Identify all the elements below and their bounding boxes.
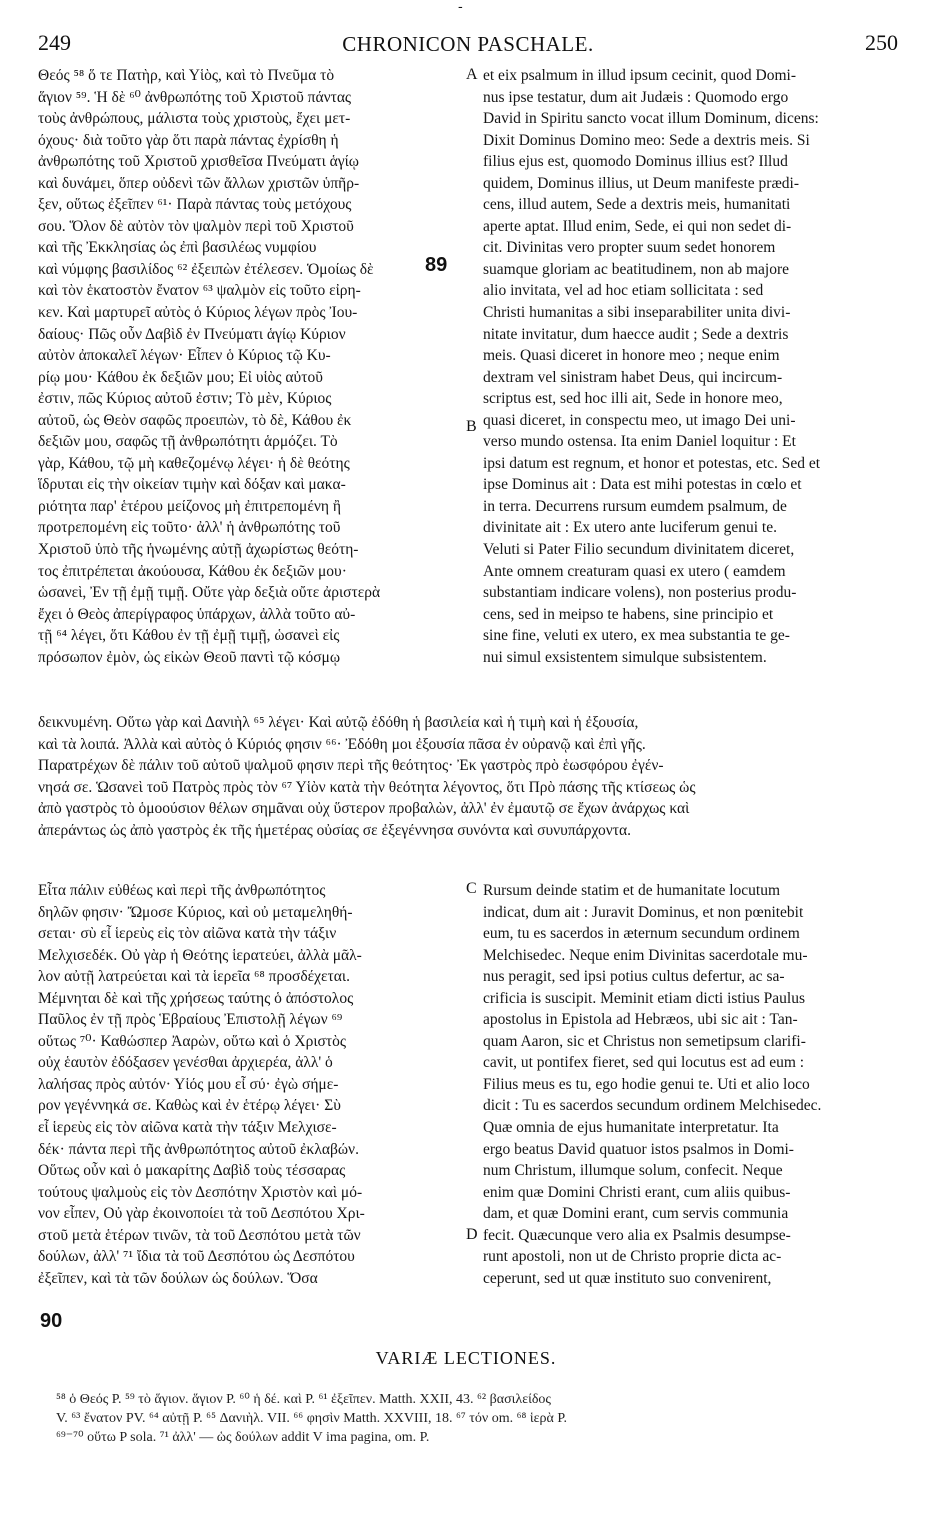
text-line: Veluti si Pater Filio secundum divinitatem diceret, [483,541,795,559]
text-line: ipse Dominus ait : Data est mihi potestas in cœlo et [483,476,802,494]
text-line: τοὺς ἀνθρώπους, μάλιστα τοὺς χριστοὺς, ἔχει μετ- [38,110,351,128]
text-line: cens, sed in meipso te habens, sine principio et [483,605,774,623]
text-line: enim quæ Domini Christi erant, cum aliis quibus- [483,1183,791,1201]
text-line: verso mundo ostensa. Ita enim Daniel loquitur : Et [483,433,796,451]
margin-letter-a: A [466,66,478,83]
text-line: καὶ νύμφης βασιλίδος ⁶² ἐξειπὼν ἐτέλεσεν. Ὁμοίως δὲ [38,260,374,278]
text-line: Christi humanitas a sibi inseparabiliter unita divi- [483,304,791,322]
top-tick-mark: - [458,0,463,15]
text-line: δεξιῶν μου, σαφῶς τῇ ἀνθρωπότητι ἁρμόζει. Τὸ [38,433,338,451]
text-line: ὡσανεὶ, Ἐν τῇ ἐμῇ τιμῇ. Οὔτε γὰρ δεξιὰ οὔτε ἀριστερὰ [38,584,381,602]
text-line: cit. Divinitas vero propter suum sedet honorem [483,239,776,257]
text-line: τῇ ⁶⁴ λέγει, ὅτι Κάθου ἐν τῇ ἐμῇ τιμῇ, ὡσανεὶ εἰς [38,627,340,645]
text-line: dextram vel sinistram habet Deus, qui incircum- [483,368,783,386]
text-line: δούλων, ἀλλ' ⁷¹ ἴδια τὰ τοῦ Δεσπότου ὡς Δεσπότου [38,1248,355,1266]
text-line: indicat, dum ait : Juravit Dominus, et non pœnitebit [483,903,804,921]
text-line: τούτους ψαλμοὺς εἰς τὸν Δεσπότην Χριστὸν καὶ μό- [38,1183,363,1201]
running-header [38,30,898,60]
greek-column-lower [38,880,465,1289]
text-line: nui simul exsistentem simulque subsistentem. [483,648,767,666]
text-line: substantiam indicare volens), non posterius produ- [483,584,797,602]
text-line: Παῦλος ἐν τῇ πρὸς Ἑβραίους Ἐπιστολῇ λέγων ⁶⁹ [38,1011,343,1029]
text-line: scriptus est, sed hoc illi ait, Sede in honore meo, [483,390,783,408]
text-line: τος ἐπιτρέπεται ἀκούουσα, Κάθου ἐκ δεξιῶν μου· [38,562,347,580]
text-line: meis. Quasi diceret in honore meo ; neque enim [483,347,780,365]
text-line: Quæ omnia de ejus humanitate interpretatur. Ita [483,1119,779,1137]
text-line: σου. Ὅλον δὲ αὐτὸν τὸν ψαλμὸν περὶ τοῦ Χριστοῦ [38,217,354,235]
text-line: ἔχει ὁ Θεὸς ἀπερίγραφος ὑπάρχων, ἀλλὰ τοῦτο αὐ- [38,605,356,623]
text-line: ρίῳ μου· Κάθου ἐκ δεξιῶν μου; Εἰ υἱὸς αὐτοῦ [38,368,323,386]
text-line: λαλήσας πρὸς αὐτόν· Υἱός μου εἶ σύ· ἐγὼ σήμε- [38,1075,339,1093]
text-line: quam Aaron, sic et Christus non semetipsum clarifi- [483,1032,806,1050]
text-line: cens, illud autem, Sede a dextris meis, humanitati [483,196,791,214]
text-line: σεται· σὺ εἶ ἱερεὺς εἰς τὸν αἰῶνα κατὰ τὴν τάξιν [38,925,337,943]
page-number-left: 249 [38,30,71,55]
text-line: fecit. Quæcunque vero alia ex Psalmis desumpse- [483,1226,791,1244]
text-line: dicit : Tu es sacerdos secundum ordinem Melchisedec. [483,1097,822,1115]
text-line: κεν. Καὶ μαρτυρεῖ αὐτὸς ὁ Κύριος λέγων πρὸς Ἰου- [38,304,358,322]
text-line: Rursum deinde statim et de humanitate locutum [483,882,781,899]
text-line: Dixit Dominus Domino meo: Sede a dextris meis. Si [483,131,810,149]
text-line: divinitate ait : Ex utero ante luciferum genui te. [483,519,777,537]
text-line: δηλῶν φησιν· Ὤμοσε Κύριος, καὶ οὐ μεταμεληθή- [38,903,353,921]
text-line: καὶ τῆς Ἐκκλησίας ὡς ἐπὶ βασιλέως νυμφίου [38,239,317,257]
text-line: ἀπὸ γαστρὸς τὸ ὁμοούσιον θέλων σημᾶναι οὐχ ὕστερον προβαλὼν, ἀλλ' ἐν ἐμαυτῷ σε ἔχων ἀνάρχως καὶ [38,800,690,818]
note-line: ⁵⁸ ὁ Θεός P. ⁵⁹ τὸ ἅγιον. ἅγιον P. ⁶⁰ ἡ δέ. καὶ P. ⁶¹ ἐξεῖπεν. Matth. XXII, 43. ⁶² βασιλείδος [56,1392,551,1407]
text-line: δεικνυμένη. Οὕτω γὰρ καὶ Δανιὴλ ⁶⁵ λέγει· Καὶ αὐτῷ ἐδόθη ἡ βασιλεία καὶ ἡ τιμὴ καὶ ἡ ἐξουσία, [38,714,639,731]
text-line: David in Spiritu sancto vocat illum Dominum, dicens: [483,110,819,128]
text-line: ipsi datum est regnum, et honor et potestas, etc. Sed et [483,454,821,472]
text-line: quidem, Dominus illius, ut Deum manifeste prædi- [483,174,799,192]
note-line: V. ⁶³ ἔνατον PV. ⁶⁴ αὐτῇ P. ⁶⁵ Δανιὴλ. VII. ⁶⁶ φησὶν Matth. XXVIII, 18. ⁶⁷ τόν om. ⁶⁸ ἱερὰ P. [56,1411,568,1426]
text-line: γὰρ, Κάθου, τῷ μὴ καθεζομένῳ λέγει· ἡ δὲ θεότης [38,454,350,472]
text-line: nus ipse testatur, dum ait Judæis : Quomodo ergo [483,88,789,106]
margin-letter-c: C [466,880,477,897]
text-line: οὐχ ἑαυτὸν ἐδόξασεν γενέσθαι ἀρχιερέα, ἀλλ' ὁ [38,1054,333,1072]
text-line: όχους· διὰ τοῦτο γὰρ ὅτι παρὰ πάντας ἐχρίσθη ἡ [38,131,339,149]
text-line: et eix psalmum in illud ipsum cecinit, quod Domi- [483,67,796,84]
text-line: quasi diceret, in conspectu meo, ut imago Dei uni- [483,411,796,429]
text-line: Μελχισεδέκ. Οὐ γὰρ ἡ Θεότης ἱερατεύει, ἀλλὰ μᾶλ- [38,946,362,964]
text-line: ergo beatus David quatuor istos psalmos in Domi- [483,1140,794,1158]
text-line: καὶ δυνάμει, ὅπερ οὐδενὶ τῶν ἄλλων χριστῶν ὑπῆρ- [38,174,360,192]
text-line: ἀνθρωπότης τοῦ Χριστοῦ χρισθεῖσα Πνεύματι ἁγίῳ [38,153,359,171]
text-line: Παρατρέχων δὲ πάλιν τοῦ αὐτοῦ ψαλμοῦ φησιν περὶ τῆς θεότητος· Ἐκ γαστρὸς πρὸ ἑωσφόρου ἐγέν- [38,757,664,775]
variae-lectiones-notes [56,1390,906,1447]
text-line: crificia is suscipit. Meminit etiam dicti istius Paulus [483,989,806,1007]
text-line: ἐξεῖπεν, καὶ τὰ τῶν δούλων ὡς δούλων. Ὅσα [38,1269,318,1287]
greek-full-width-block [38,712,898,841]
text-line: λον αὐτῇ λατρεύεται καὶ τὰ ἱερεῖα ⁶⁸ προσδέχεται. [38,968,350,986]
text-line: in terra. Decurrens rursum eumdem psalmum, de [483,497,787,515]
text-line: nus peragit, sed ipsi potius cultus defertur, ac sa- [483,968,785,986]
text-line: eum, tu es sacerdos in æternum secundum ordinem [483,925,800,943]
text-line: filius ejus est, quomodo Dominus illius est? Illud [483,153,788,171]
text-line: sine fine, veluti ex utero, ex mea substantia te ge- [483,627,790,645]
text-line: στοῦ μετὰ ἑτέρων τινῶν, τὰ τοῦ Δεσπότου μετὰ τῶν [38,1226,361,1244]
text-line: αὐτὸν ἀποκαλεῖ λέγων· Εἶπεν ὁ Κύριος τῷ Κυ- [38,347,331,365]
page-title: CHRONICON PASCHALE. [342,32,594,56]
text-line: Melchisedec. Neque enim Divinitas sacerdotale mu- [483,946,808,964]
text-line: Οὕτως οὖν καὶ ὁ μακαρίτης Δαβὶδ τοὺς τέσσαρας [38,1162,346,1180]
text-line: ρον γεγέννηκά σε. Καθὼς καὶ ἐν ἑτέρῳ λέγει· Σὺ [38,1097,341,1115]
text-line: ριότητα παρ' ἑτέρου μείζονος μὴ ἐπιτρεπομένη ἢ [38,497,341,515]
margin-letter-b: B [466,418,477,435]
text-line: alio invitata, vel ad hoc etiam sollicitata : sed [483,282,764,300]
text-line: nitate invitatur, dum haecce audit ; Sede a dextris [483,325,789,343]
text-line: ἐστιν, πῶς Κύριος αὐτοῦ ἐστιν; Τὸ μὲν, Κύριος [38,390,332,408]
text-line: num Christum, illumque solum, confecit. Neque [483,1162,783,1180]
text-line: Filius meus es tu, ego hodie genui te. Uti et alio loco [483,1075,810,1093]
greek-column-upper [38,65,465,668]
text-line: οὕτως ⁷⁰· Καθώσπερ Ἀαρὼν, οὕτω καὶ ὁ Χριστὸς [38,1032,346,1050]
text-line: aperte aptat. Illud enim, Sede, ei qui non sedet di- [483,217,792,235]
margin-letter-d: D [466,1226,478,1243]
text-line: νον εἶπεν, Οὐ γὰρ ἐκοινοποίει τὰ τοῦ Δεσπότου Χρι- [38,1205,365,1223]
text-line: δαίους· Πῶς οὖν Δαβὶδ ἐν Πνεύματι ἁγίῳ Κύριον [38,325,346,343]
inline-page-ref-90: 90 [40,1310,63,1332]
text-line: suamque gloriam ac beatitudinem, non ab majore [483,260,790,278]
text-line: dam, et quæ Domini erant, cum servis communia [483,1205,789,1223]
text-line: καὶ τὰ λοιπά. Ἀλλὰ καὶ αὐτὸς ὁ Κύριός φησιν ⁶⁶· Ἐδόθη μοι ἐξουσία πᾶσα ἐν οὐρανῷ καὶ ἐπὶ γῆς. [38,735,646,753]
latin-column-lower [483,880,898,1289]
text-line: αὐτοῦ, ὡς Θεὸν σαφῶς προειπὼν, τὸ δὲ, Κάθου ἐκ [38,411,352,429]
text-line: Χριστοῦ ὑπὸ τῆς ἡνωμένης αὐτῇ ἀχωρίστως θεότη- [38,541,359,559]
text-line: runt apostoli, non ut de Christo proprie dicta ac- [483,1248,782,1266]
text-line: νησά σε. Ὡσανεὶ τοῦ Πατρὸς πρὸς τὸν ⁶⁷ Υἱὸν κατὰ τὴν θεότητα λέγοντος, ὅτι Πρὸ πάσης τῆς κτίσεως ὡς [38,778,696,796]
inline-page-ref-89: 89 [425,254,448,276]
text-line: πρόσωπον ἐμὸν, ὡς εἰκὼν Θεοῦ παντὶ τῷ κόσμῳ [38,648,341,666]
text-line: Ante omnem creaturam quasi ex utero ( eamdem [483,562,786,580]
text-line: ξεν, οὕτως ἐξεῖπεν ⁶¹· Παρὰ πάντας τοὺς μετόχους [38,196,352,214]
text-line: προτρεπομένη εἰς τοῦτο· ἀλλ' ἡ ἀνθρωπότης τοῦ [38,519,341,537]
text-line: δέκ· πάντα περὶ τῆς ἀνθρωπότητος αὐτοῦ ἐκλαβών. [38,1140,359,1158]
text-line: Εἶτα πάλιν εὐθέως καὶ περὶ τῆς ἀνθρωπότητος [38,882,326,899]
text-line: ἅγιον ⁵⁹. Ἡ δὲ ⁶⁰ ἀνθρωπότης τοῦ Χριστοῦ πάντας [38,88,352,106]
text-line: ἵδρυται εἰς τὴν οἰκείαν τιμὴν καὶ δόξαν καὶ μακα- [38,476,346,494]
note-line: ⁶⁹⁻⁷⁰ οὕτω P sola. ⁷¹ ἀλλ' — ὡς δούλων addit V ima pagina, om. P. [56,1430,430,1445]
variae-lectiones-heading: VARIÆ LECTIONES. [375,1348,557,1368]
text-line: Μέμνηται δὲ καὶ τῆς χρήσεως ταύτης ὁ ἀπόστολος [38,989,354,1007]
text-line: ἀπεράντως ὡς ἀπὸ γαστρὸς ἐκ τῆς ἡμετέρας οὐσίας σε ἐξεγέννησα συνόντα καὶ συνυπάρχοντα. [38,821,632,839]
text-line: cavit, ut pontifex fieret, sed qui locutus est ad eum : [483,1054,805,1072]
latin-column-upper [483,65,898,668]
text-line: ceperunt, sed ut quæ instituto suo convenirent, [483,1269,772,1287]
page-number-right: 250 [865,30,898,55]
text-line: εἶ ἱερεὺς εἰς τὸν αἰῶνα κατὰ τὴν τάξιν Μελχισε- [38,1119,337,1137]
text-line: καὶ τὸν ἑκατοστὸν ἔνατον ⁶³ ψαλμὸν εἰς τοῦτο εἰρη- [38,282,361,300]
text-line: Θεός ⁵⁸ ὅ τε Πατὴρ, καὶ Υἱὸς, καὶ τὸ Πνεῦμα τὸ [38,67,335,84]
text-line: apostolus in Epistola ad Hebræos, ubi sic ait : Tan- [483,1011,798,1029]
